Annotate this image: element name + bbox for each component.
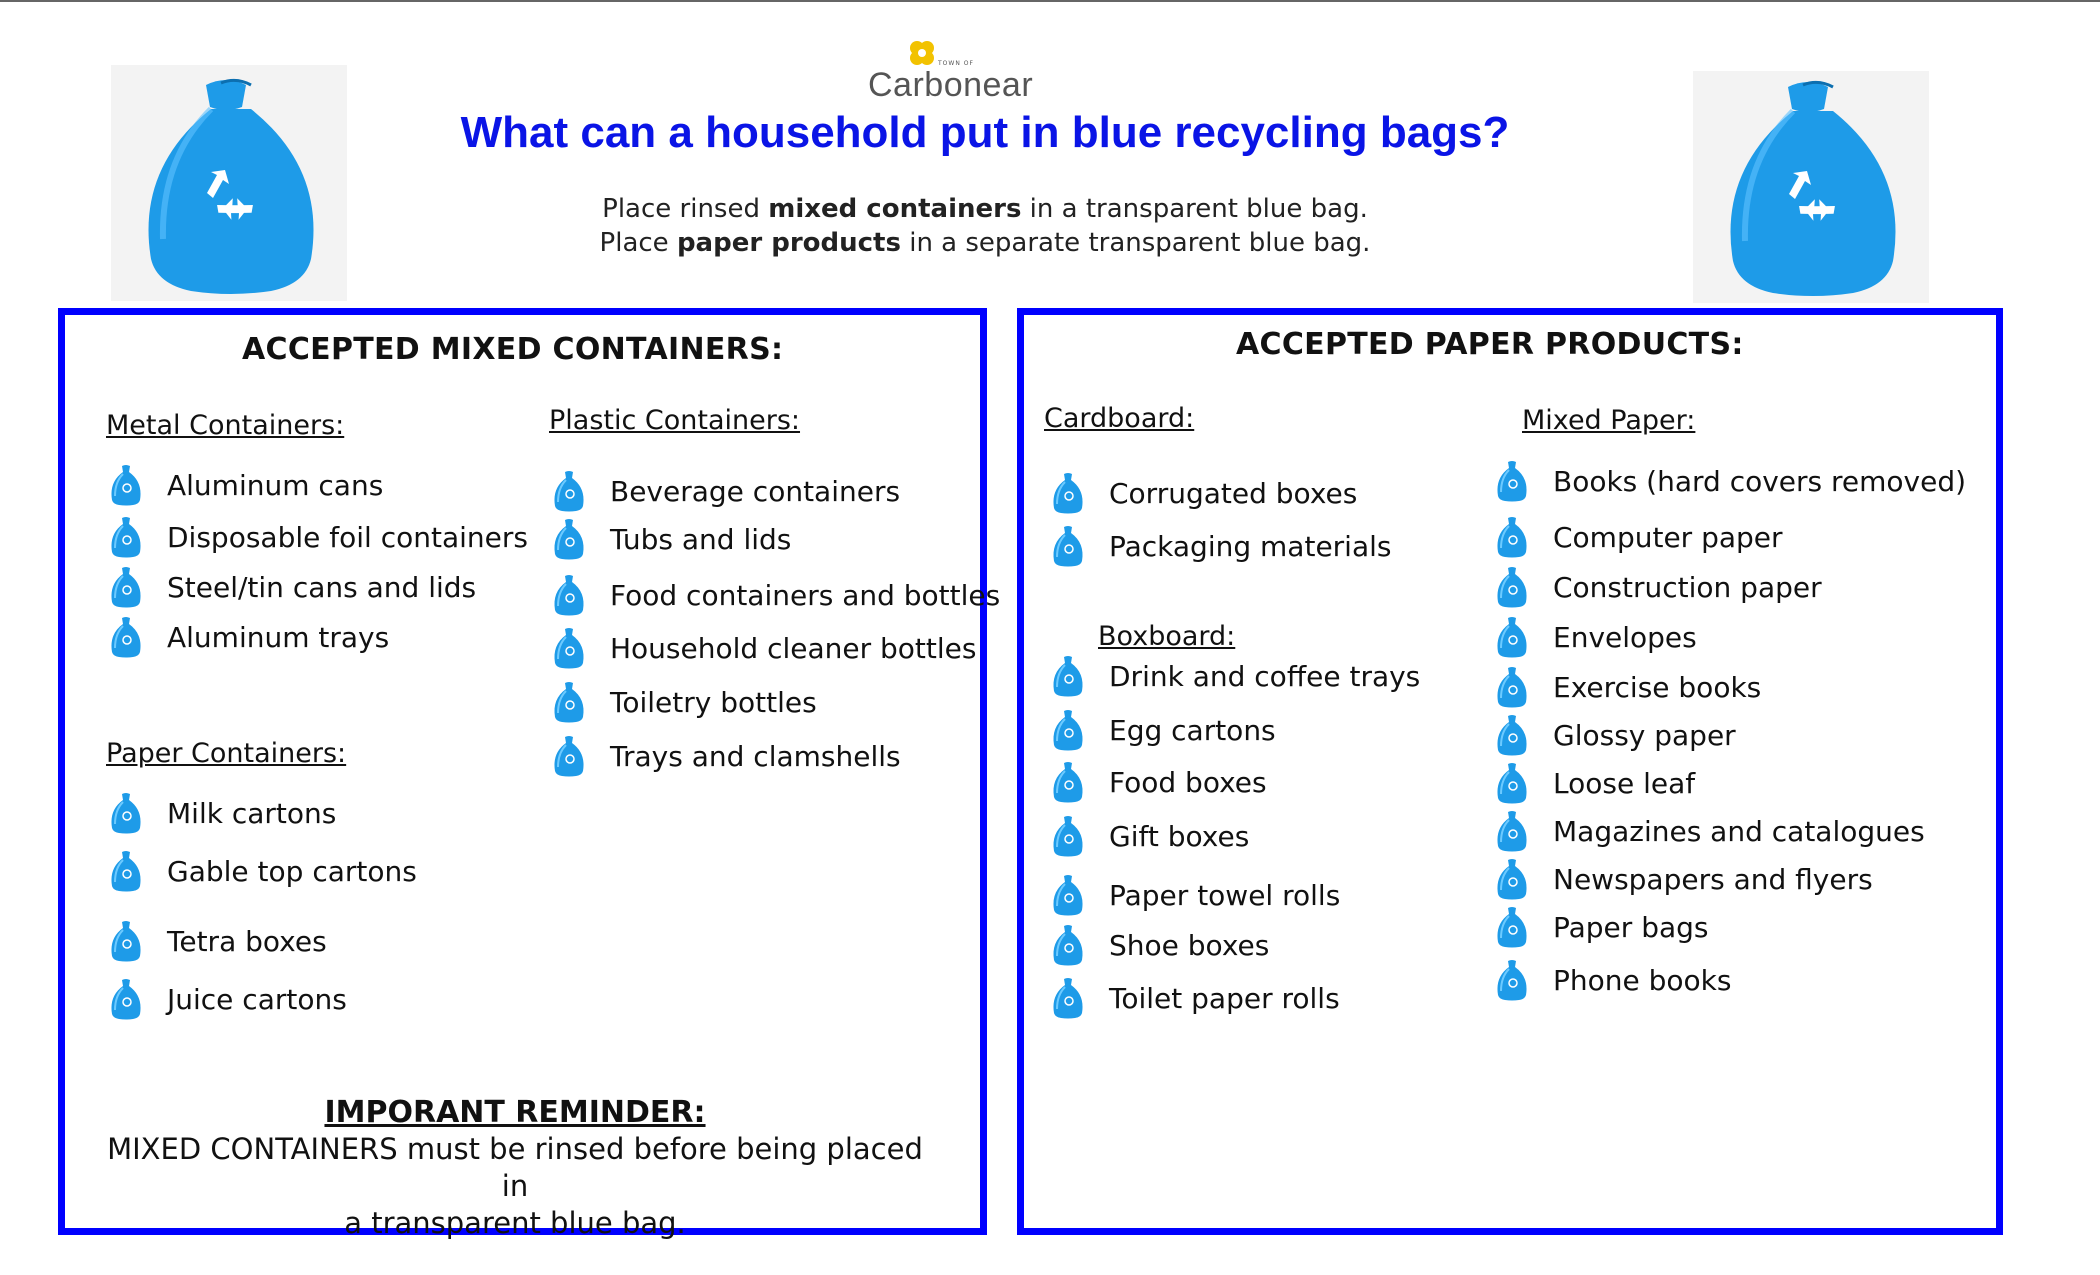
list-item (1494, 515, 1783, 559)
reminder-heading: IMPORANT REMINDER: (324, 1095, 706, 1130)
list-item-label: Construction paper (1553, 570, 1822, 604)
boxboard-heading: Boxboard: (1098, 621, 1236, 652)
list-item-label: Food containers and bottles (610, 578, 1001, 612)
list-item (1050, 923, 1269, 967)
list-item-label: Drink and coffee trays (1109, 659, 1421, 693)
list-item-label: Toiletry bottles (610, 685, 817, 719)
logo-small-text: TOWN OF (938, 60, 974, 67)
blue-recycling-bag-icon (1050, 525, 1086, 567)
list-item (551, 573, 1000, 617)
list-item (551, 517, 791, 561)
list-item-label: Paper bags (1553, 910, 1709, 944)
list-item (551, 734, 901, 778)
blue-recycling-bag-icon (1494, 714, 1530, 756)
recycling-bag-icon (1693, 71, 1929, 303)
metal-containers-heading: Metal Containers: (106, 410, 345, 441)
blue-recycling-bag-icon (1050, 709, 1086, 751)
list-item (1494, 857, 1873, 901)
list-item-label: Loose leaf (1553, 766, 1696, 800)
list-item-label: Envelopes (1553, 620, 1697, 654)
flower-logo-icon (907, 38, 937, 68)
blue-recycling-bag-icon (108, 464, 144, 506)
blue-recycling-bag-icon (108, 792, 144, 834)
cardboard-heading: Cardboard: (1044, 403, 1195, 434)
list-item-label: Toilet paper rolls (1109, 981, 1340, 1015)
list-item-label: Paper towel rolls (1109, 878, 1341, 912)
list-item-label: Aluminum trays (167, 620, 390, 654)
list-item (108, 919, 327, 963)
list-item (1050, 654, 1420, 698)
blue-recycling-bag-icon (108, 516, 144, 558)
blue-recycling-bag-icon (108, 616, 144, 658)
list-item (1050, 708, 1276, 752)
list-item-label: Disposable foil containers (167, 520, 528, 554)
list-item-label: Tubs and lids (610, 522, 792, 556)
list-item (108, 791, 336, 835)
mixed-paper-heading: Mixed Paper: (1522, 405, 1696, 436)
list-item (1494, 565, 1822, 609)
blue-recycling-bag-icon (1050, 761, 1086, 803)
blue-bag-image-left (111, 65, 347, 301)
list-item (1494, 905, 1709, 949)
list-item (108, 463, 383, 507)
blue-recycling-bag-icon (1050, 655, 1086, 697)
list-item-label: Gift boxes (1109, 819, 1250, 853)
list-item (1050, 976, 1340, 1020)
list-item-label: Food boxes (1109, 765, 1267, 799)
page-title: What can a household put in blue recycling bags? (460, 108, 1510, 157)
list-item-label: Magazines and catalogues (1553, 814, 1925, 848)
list-item-label: Packaging materials (1109, 529, 1392, 563)
blue-recycling-bag-icon (1494, 460, 1530, 502)
blue-recycling-bag-icon (1494, 959, 1530, 1001)
list-item (108, 849, 417, 893)
blue-recycling-bag-icon (108, 920, 144, 962)
list-item (108, 565, 476, 609)
list-item-label: Steel/tin cans and lids (167, 570, 477, 604)
blue-recycling-bag-icon (551, 574, 587, 616)
blue-recycling-bag-icon (1050, 977, 1086, 1019)
list-item-label: Glossy paper (1553, 718, 1736, 752)
list-item (1050, 471, 1357, 515)
town-logo (868, 34, 1034, 104)
instruction-line-1: Place rinsed mixed containers in a transparent blue bag. (602, 194, 1368, 224)
blue-recycling-bag-icon (551, 681, 587, 723)
list-item-label: Household cleaner bottles (610, 631, 977, 665)
list-item (551, 626, 976, 670)
recycling-bag-icon (111, 65, 347, 301)
list-item (108, 515, 528, 559)
blue-recycling-bag-icon (1050, 472, 1086, 514)
instruction-line-2: Place paper products in a separate transparent blue bag. (599, 228, 1371, 258)
blue-recycling-bag-icon (551, 470, 587, 512)
blue-recycling-bag-icon (551, 735, 587, 777)
list-item (1050, 873, 1340, 917)
blue-recycling-bag-icon (1050, 924, 1086, 966)
list-item (1494, 459, 1966, 503)
logo-name: Carbonear (868, 66, 1034, 104)
blue-recycling-bag-icon (1050, 815, 1086, 857)
list-item-label: Juice cartons (167, 982, 347, 1016)
blue-recycling-bag-icon (1494, 516, 1530, 558)
top-border-line (0, 0, 2100, 2)
list-item (1494, 615, 1697, 659)
list-item (1494, 713, 1736, 757)
list-item-label: Books (hard covers removed) (1553, 464, 1967, 498)
list-item-label: Exercise books (1553, 670, 1762, 704)
list-item-label: Newspapers and flyers (1553, 862, 1873, 896)
list-item-label: Computer paper (1553, 520, 1783, 554)
list-item-label: Shoe boxes (1109, 928, 1270, 962)
blue-recycling-bag-icon (1494, 566, 1530, 608)
blue-recycling-bag-icon (551, 627, 587, 669)
list-item (551, 680, 817, 724)
list-item-label: Phone books (1553, 963, 1732, 997)
plastic-containers-heading: Plastic Containers: (549, 405, 801, 436)
blue-recycling-bag-icon (108, 978, 144, 1020)
blue-recycling-bag-icon (108, 566, 144, 608)
list-item (1050, 814, 1249, 858)
blue-recycling-bag-icon (1494, 666, 1530, 708)
list-item (108, 977, 347, 1021)
list-item (1050, 760, 1267, 804)
list-item-label: Corrugated boxes (1109, 476, 1358, 510)
list-item-label: Aluminum cans (167, 468, 384, 502)
blue-recycling-bag-icon (1494, 906, 1530, 948)
blue-recycling-bag-icon (1050, 874, 1086, 916)
list-item (551, 469, 900, 513)
list-item (1494, 809, 1925, 853)
list-item-label: Tetra boxes (167, 924, 327, 958)
list-item-label: Gable top cartons (167, 854, 417, 888)
list-item-label: Milk cartons (167, 796, 337, 830)
list-item (1494, 665, 1761, 709)
blue-recycling-bag-icon (551, 518, 587, 560)
list-item-label: Trays and clamshells (610, 739, 901, 773)
list-item (108, 615, 389, 659)
blue-recycling-bag-icon (1494, 616, 1530, 658)
list-item-label: Egg cartons (1109, 713, 1276, 747)
paper-products-title: ACCEPTED PAPER PRODUCTS: (1236, 327, 1744, 362)
list-item (1494, 761, 1695, 805)
blue-recycling-bag-icon (108, 850, 144, 892)
list-item (1494, 958, 1731, 1002)
blue-recycling-bag-icon (1494, 810, 1530, 852)
blue-bag-image-right (1693, 71, 1929, 303)
blue-recycling-bag-icon (1494, 762, 1530, 804)
reminder-text: MIXED CONTAINERS must be rinsed before being placed in a transparent blue bag. (107, 1132, 923, 1240)
paper-containers-heading: Paper Containers: (106, 738, 347, 769)
blue-recycling-bag-icon (1494, 858, 1530, 900)
mixed-containers-title: ACCEPTED MIXED CONTAINERS: (242, 332, 784, 367)
list-item (1050, 524, 1392, 568)
list-item-label: Beverage containers (610, 474, 901, 508)
